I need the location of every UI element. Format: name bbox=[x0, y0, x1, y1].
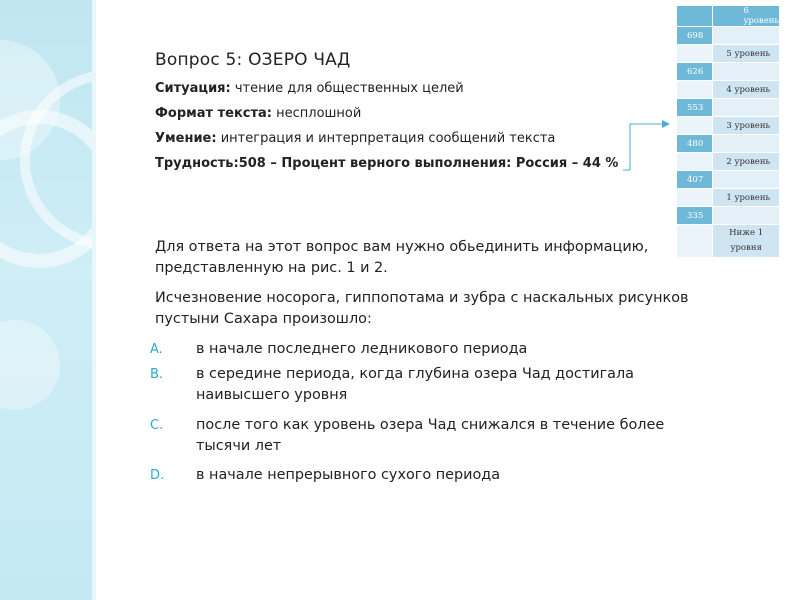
table-row bbox=[677, 189, 780, 207]
table-cell bbox=[677, 6, 713, 27]
proficiency-levels-table bbox=[676, 5, 780, 258]
score-cell: 698 bbox=[677, 27, 713, 45]
skill-value: интеграция и интерпретация сообщений текста bbox=[220, 131, 556, 146]
table-cell bbox=[713, 63, 780, 81]
format-value: несплошной bbox=[276, 106, 362, 121]
level-label: 4 уровень bbox=[713, 81, 780, 99]
level-label: 5 уровень bbox=[713, 45, 780, 63]
decorative-ring bbox=[0, 110, 92, 268]
table-row bbox=[677, 63, 780, 81]
table-cell bbox=[677, 117, 713, 135]
score-cell: 335 bbox=[677, 207, 713, 225]
table-cell bbox=[713, 171, 780, 189]
table-cell bbox=[713, 135, 780, 153]
table-cell bbox=[713, 99, 780, 117]
level-top-label: 6 уровень bbox=[713, 6, 780, 27]
difficulty-line: Трудность:508 – Процент верного выполнения: Россия – 44 % bbox=[155, 156, 619, 171]
decorative-circle bbox=[0, 320, 60, 410]
table-row bbox=[677, 27, 780, 45]
score-cell: 626 bbox=[677, 63, 713, 81]
instruction-text: Для ответа на этот вопрос вам нужно обьединить информацию, представленную на рис. 1 и 2. bbox=[155, 239, 649, 276]
table-cell bbox=[677, 153, 713, 171]
option-letter: C. bbox=[150, 418, 164, 433]
table-row bbox=[677, 6, 780, 27]
table-cell bbox=[677, 225, 713, 258]
situation-label: Ситуация: bbox=[155, 81, 231, 96]
situation-value: чтение для общественных целей bbox=[234, 81, 464, 96]
option-letter: B. bbox=[150, 367, 164, 382]
decorative-sidebar bbox=[0, 0, 92, 600]
skill-label: Умение: bbox=[155, 131, 217, 146]
level-label: Ниже 1 уровня bbox=[713, 225, 780, 258]
skill-line bbox=[155, 131, 555, 146]
table-cell bbox=[677, 45, 713, 63]
option-text: в середине периода, когда глубина озера Чад достигала наивысшего уровня bbox=[196, 366, 634, 403]
table-cell bbox=[677, 189, 713, 207]
sidebar-divider bbox=[92, 0, 96, 600]
format-label: Формат текста: bbox=[155, 106, 272, 121]
situation-line bbox=[155, 81, 464, 96]
table-cell bbox=[713, 207, 780, 225]
option-letter: D. bbox=[150, 468, 165, 483]
question-text: Исчезновение носорога, гиппопотама и зубра с наскальных рисунков пустыни Сахара произошло: bbox=[155, 290, 689, 327]
table-row bbox=[677, 45, 780, 63]
score-cell: 407 bbox=[677, 171, 713, 189]
table-row bbox=[677, 99, 780, 117]
table-row bbox=[677, 117, 780, 135]
score-cell: 553 bbox=[677, 99, 713, 117]
table-cell bbox=[713, 27, 780, 45]
table-row bbox=[677, 81, 780, 99]
table-row bbox=[677, 153, 780, 171]
option-letter: A. bbox=[150, 342, 163, 357]
table-row bbox=[677, 225, 780, 258]
table-row bbox=[677, 207, 780, 225]
level-label: 3 уровень bbox=[713, 117, 780, 135]
score-cell: 480 bbox=[677, 135, 713, 153]
table-row bbox=[677, 135, 780, 153]
option-text: после того как уровень озера Чад снижался в течение более тысячи лет bbox=[196, 417, 665, 454]
table-row bbox=[677, 171, 780, 189]
level-label: 1 уровень bbox=[713, 189, 780, 207]
option-text: в начале последнего ледникового периода bbox=[196, 341, 528, 357]
format-line bbox=[155, 106, 361, 121]
option-text: в начале непрерывного сухого периода bbox=[196, 467, 501, 483]
slide-title: Вопрос 5: ОЗЕРО ЧАД bbox=[155, 50, 351, 70]
level-label: 2 уровень bbox=[713, 153, 780, 171]
table-cell bbox=[677, 81, 713, 99]
